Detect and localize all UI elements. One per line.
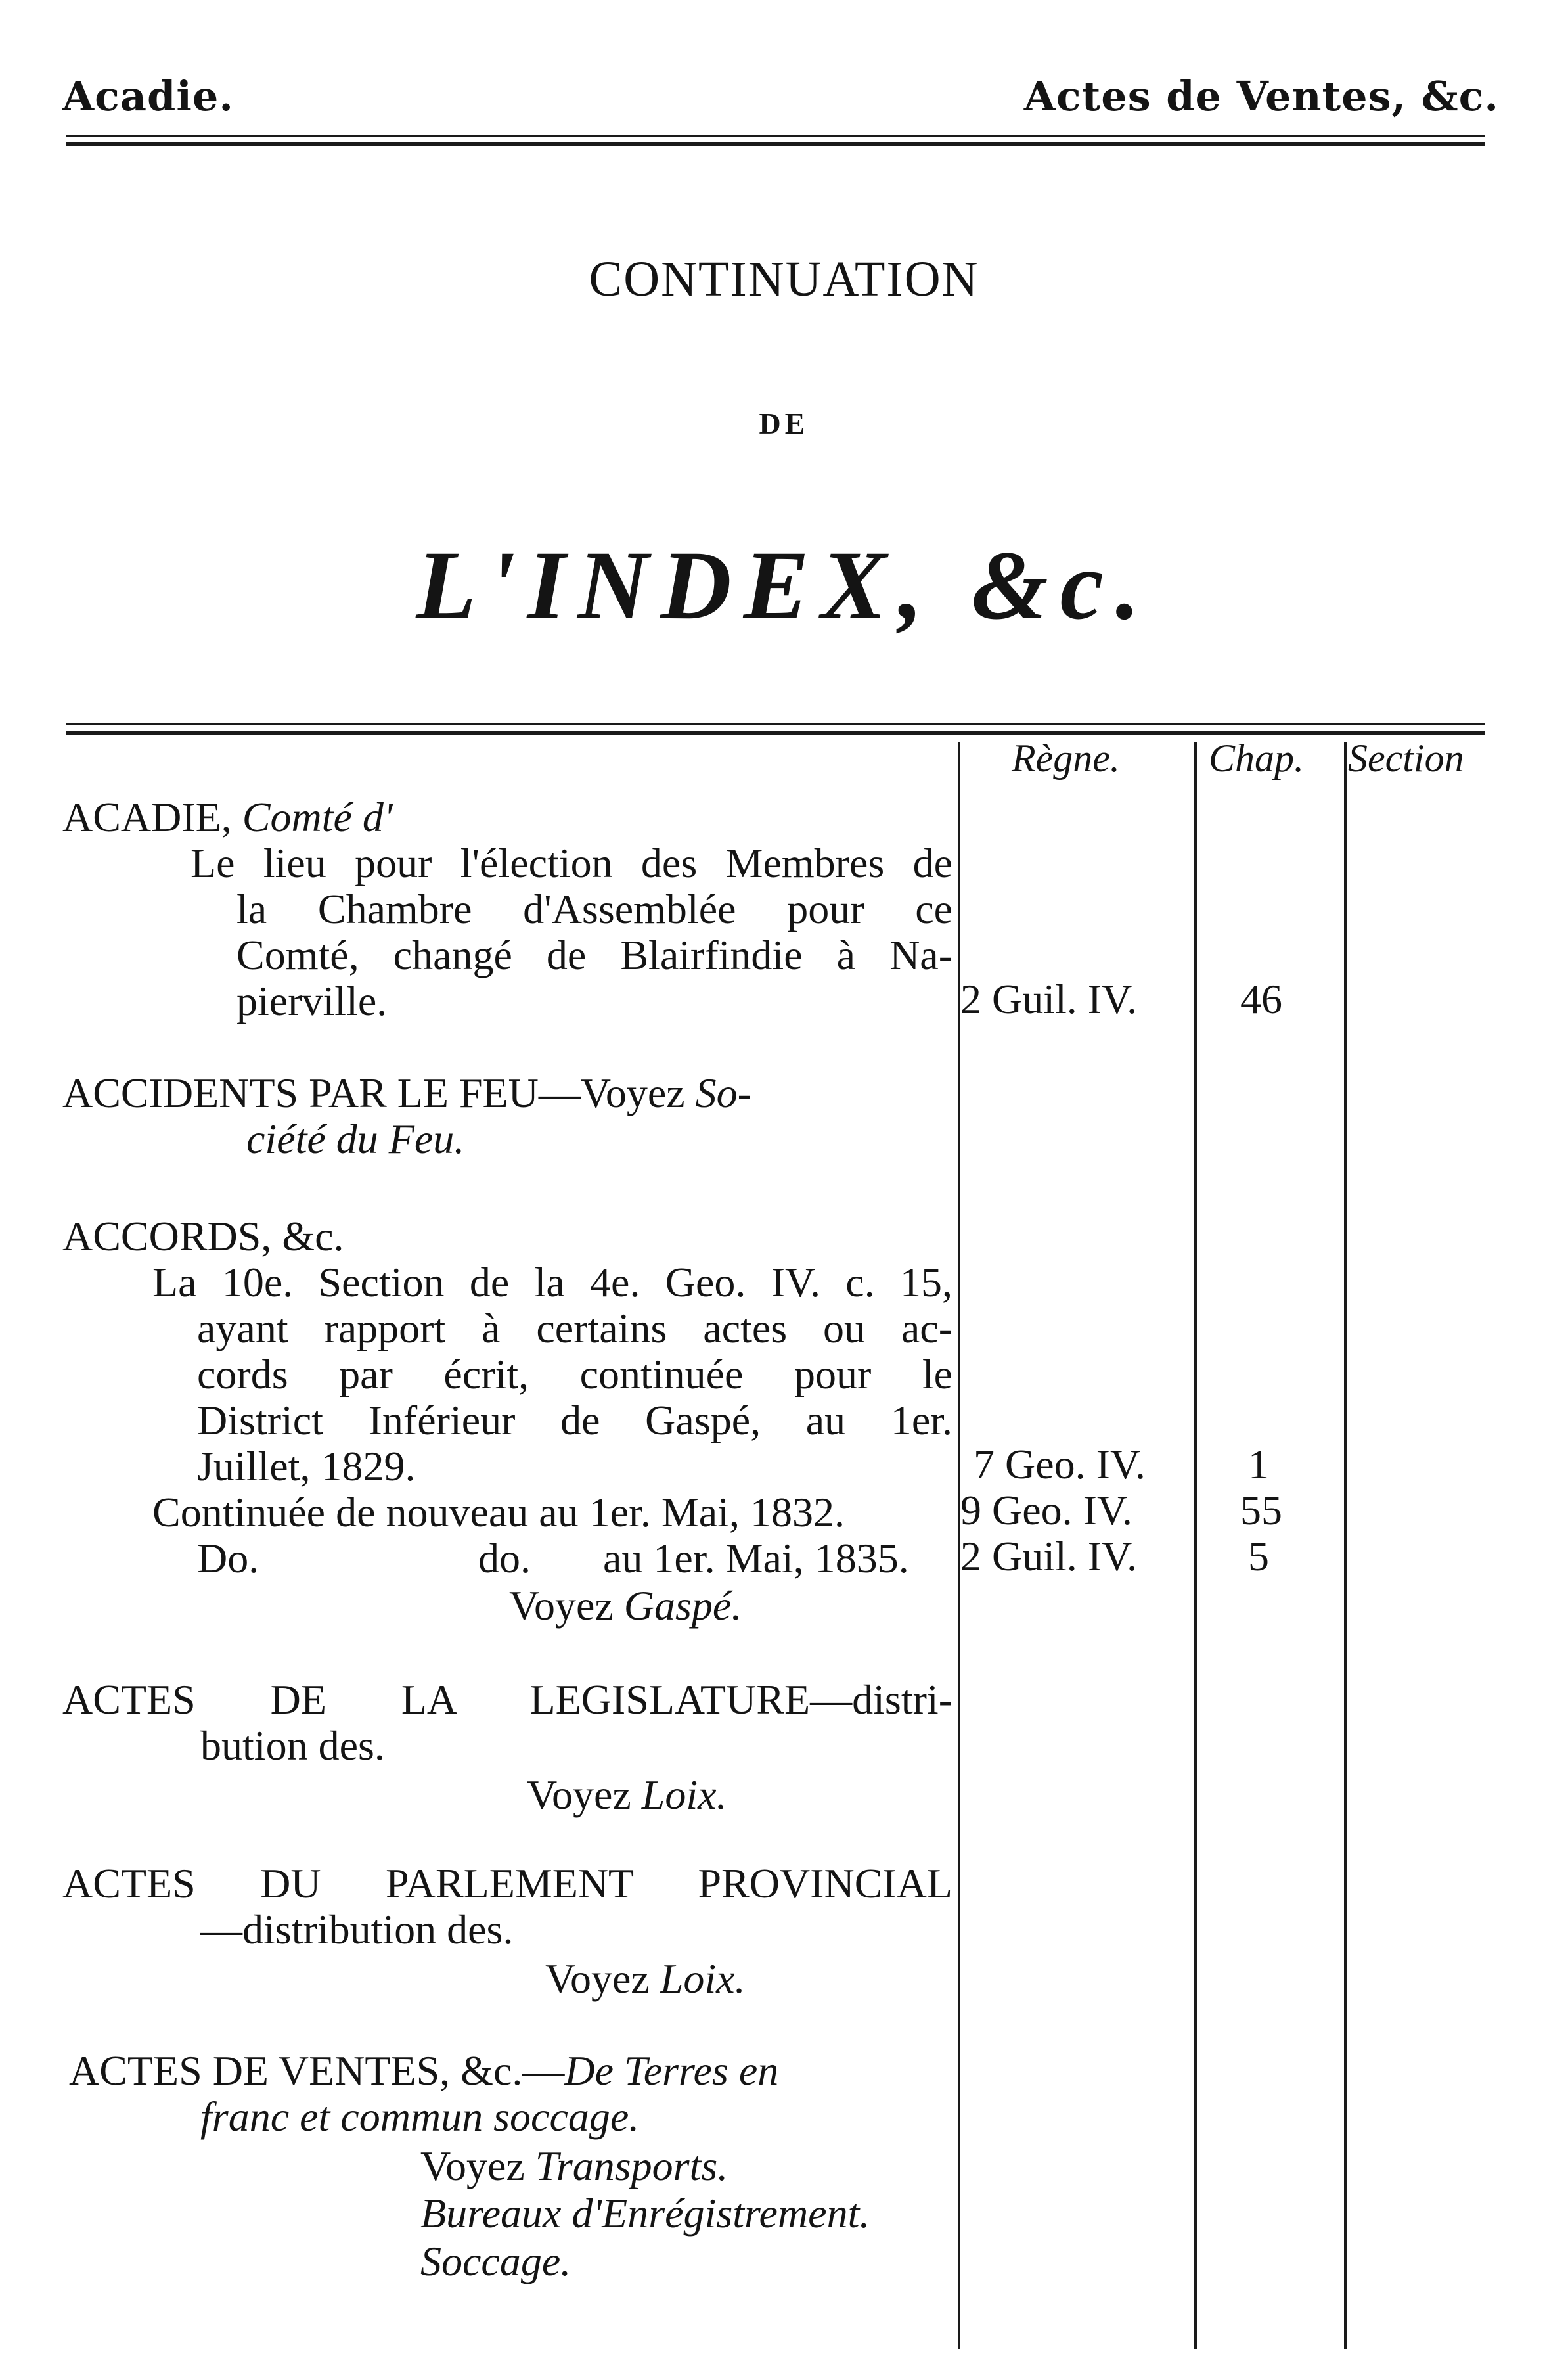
voyez-label: Voyez	[420, 2143, 525, 2189]
column-header-section: Section	[1348, 737, 1464, 780]
entry-accords-chap: 55	[1240, 1487, 1282, 1533]
entry-actes-legislature-voyez	[527, 1771, 727, 1818]
header-rule-top	[66, 135, 1485, 137]
entry-accords-head: ACCORDS, &c.	[62, 1213, 344, 1260]
entry-actes-legislature-line: bution des.	[200, 1722, 385, 1769]
entry-actes-legislature-ref: Loix.	[641, 1771, 727, 1818]
entry-accords-do: do.	[478, 1535, 531, 1581]
column-divider-section	[1344, 742, 1347, 2349]
running-head-right: Actes de Ventes, &c.	[1023, 72, 1499, 120]
entry-acadie-chap: 46	[1240, 976, 1282, 1022]
entry-accords-voyez	[509, 1582, 742, 1629]
entry-accords-chap: 5	[1248, 1533, 1269, 1579]
entry-acadie-headword: ACADIE,	[62, 794, 232, 840]
table-rule-top	[66, 723, 1485, 725]
entry-acadie-line: Comté, changé de Blairfindie à Na-	[236, 932, 952, 978]
entry-actes-ventes-voyez	[420, 2145, 728, 2187]
entry-accords-regne: 2 Guil. IV.	[960, 1533, 1138, 1579]
title-de: DE	[759, 407, 809, 440]
entry-accords-chap: 1	[1248, 1441, 1269, 1488]
voyez-label: Voyez	[509, 1582, 614, 1629]
column-header-chap: Chap.	[1209, 737, 1305, 780]
entry-actes-parlement-head: ACTES DU PARLEMENT PROVINCIAL	[62, 1860, 952, 1907]
entry-accords-line: Juillet, 1829.	[197, 1443, 416, 1489]
entry-accords-line: La 10e. Section de la 4e. Geo. IV. c. 15,	[152, 1259, 952, 1306]
entry-actes-ventes-head	[69, 2047, 779, 2094]
entry-actes-parlement-line: —distribution des.	[200, 1906, 514, 1953]
entry-actes-ventes-ref: Soccage.	[420, 2238, 571, 2284]
entry-acadie-head	[62, 796, 393, 838]
voyez-label: Voyez	[527, 1771, 631, 1818]
entry-accords-line: au 1er. Mai, 1835.	[603, 1535, 909, 1581]
entry-accords-line: ayant rapport à certains actes ou ac-	[197, 1305, 952, 1351]
entry-accords-regne: 7 Geo. IV.	[974, 1441, 1146, 1488]
header-rule-bottom	[66, 142, 1485, 146]
entry-acadie-line: Le lieu pour l'élection des Membres de	[190, 840, 952, 886]
column-header-regne: Règne.	[1012, 737, 1120, 780]
entry-accords-line: District Inférieur de Gaspé, au 1er.	[197, 1397, 952, 1443]
entry-actes-parlement-voyez	[545, 1955, 746, 2002]
entry-accidents-ref-cont: ciété du Feu.	[246, 1116, 465, 1162]
entry-accords-ref: Gaspé.	[623, 1582, 742, 1629]
entry-accidents-head	[62, 1072, 751, 1114]
entry-actes-legislature-head: ACTES DE LA LEGISLATURE—distri-	[62, 1676, 952, 1723]
title-index: L'INDEX, &c.	[416, 531, 1152, 640]
entry-accords-regne: 9 Geo. IV.	[960, 1487, 1132, 1533]
entry-actes-ventes-headword: ACTES DE VENTES, &c.—	[69, 2047, 565, 2094]
entry-actes-ventes-ref: Transports.	[535, 2143, 728, 2189]
column-divider-chap	[1194, 742, 1197, 2349]
entry-acadie-headword-italic: Comté d'	[242, 794, 393, 840]
entry-actes-ventes-headword-italic: De Terres en	[564, 2047, 779, 2094]
entry-accidents-headword: ACCIDENTS PAR LE FEU—Voyez	[62, 1070, 685, 1116]
entry-acadie-line: pierville.	[236, 978, 388, 1024]
running-head-left: Acadie.	[62, 72, 234, 120]
entry-acadie-regne: 2 Guil. IV.	[960, 976, 1138, 1022]
table-rule-bottom	[66, 731, 1485, 735]
entry-accords-do: Do.	[197, 1535, 259, 1581]
entry-accords-line: cords par écrit, continuée pour le	[197, 1351, 952, 1397]
voyez-label: Voyez	[545, 1955, 650, 2002]
entry-accords-line: Continuée de nouveau au 1er. Mai, 1832.	[152, 1489, 845, 1535]
entry-actes-parlement-ref: Loix.	[660, 1955, 746, 2002]
entry-accidents-ref: So-	[695, 1070, 751, 1116]
entry-actes-ventes-line: franc et commun soccage.	[200, 2093, 640, 2140]
title-continuation: CONTINUATION	[589, 252, 979, 307]
entry-acadie-line: la Chambre d'Assemblée pour ce	[236, 886, 952, 932]
entry-actes-ventes-ref: Bureaux d'Enrégistrement.	[420, 2190, 870, 2237]
